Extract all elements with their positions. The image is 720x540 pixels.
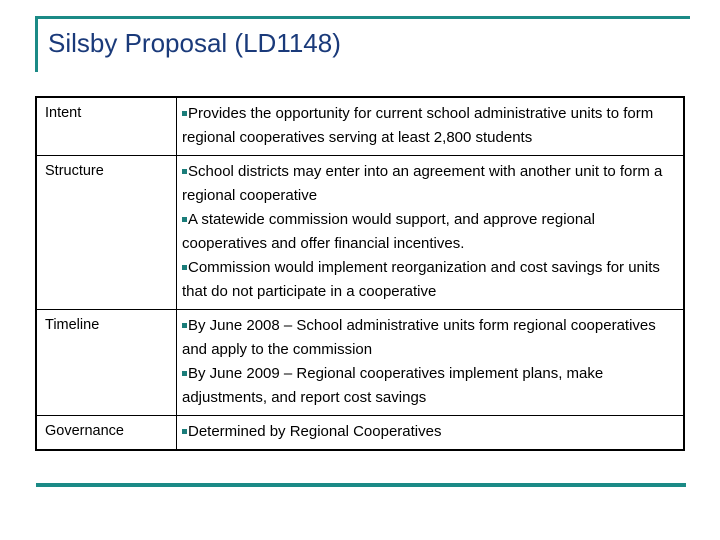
row-label-structure: Structure	[36, 156, 177, 310]
table-row	[36, 416, 684, 451]
row-label-governance: Governance	[36, 416, 177, 451]
row-content-intent	[177, 97, 685, 156]
bullet-text: Commission would implement reorganization and cost savings for units that do not participate in a cooperative	[182, 259, 660, 300]
bullet-text: By June 2008 – School administrative units form regional cooperatives and apply to the commission	[182, 317, 656, 358]
bullet-item	[182, 420, 677, 444]
square-bullet-icon	[182, 371, 187, 376]
title-block	[35, 16, 690, 72]
row-content-structure	[177, 156, 685, 310]
table-body	[36, 97, 684, 450]
row-label-timeline: Timeline	[36, 310, 177, 416]
bullet-text: Provides the opportunity for current school administrative units to form regional cooperatives serving at least 2,800 students	[182, 105, 654, 146]
title-top-accent-rule	[35, 16, 690, 19]
row-content-governance	[177, 416, 685, 451]
square-bullet-icon	[182, 265, 187, 270]
square-bullet-icon	[182, 429, 187, 434]
bullet-item	[182, 314, 677, 362]
bullet-item	[182, 362, 677, 410]
title-left-accent-bar	[35, 16, 38, 72]
page-title: Silsby Proposal (LD1148)	[48, 28, 341, 58]
bullet-item	[182, 256, 677, 304]
bottom-accent-rule	[36, 483, 686, 487]
row-label-intent: Intent	[36, 97, 177, 156]
square-bullet-icon	[182, 169, 187, 174]
table-row	[36, 156, 684, 310]
square-bullet-icon	[182, 217, 187, 222]
bullet-item	[182, 102, 677, 150]
bullet-item	[182, 208, 677, 256]
bullet-text: A statewide commission would support, and approve regional cooperatives and offer financial incentives.	[182, 211, 595, 252]
table-row	[36, 97, 684, 156]
row-content-timeline	[177, 310, 685, 416]
square-bullet-icon	[182, 111, 187, 116]
square-bullet-icon	[182, 323, 187, 328]
bullet-text: By June 2009 – Regional cooperatives implement plans, make adjustments, and report cost savings	[182, 365, 604, 406]
bullet-text: School districts may enter into an agreement with another unit to form a regional cooperative	[182, 163, 663, 204]
bullet-text: Determined by Regional Cooperatives	[188, 423, 442, 440]
table-row	[36, 310, 684, 416]
proposal-table	[35, 96, 685, 451]
bullet-item	[182, 160, 677, 208]
